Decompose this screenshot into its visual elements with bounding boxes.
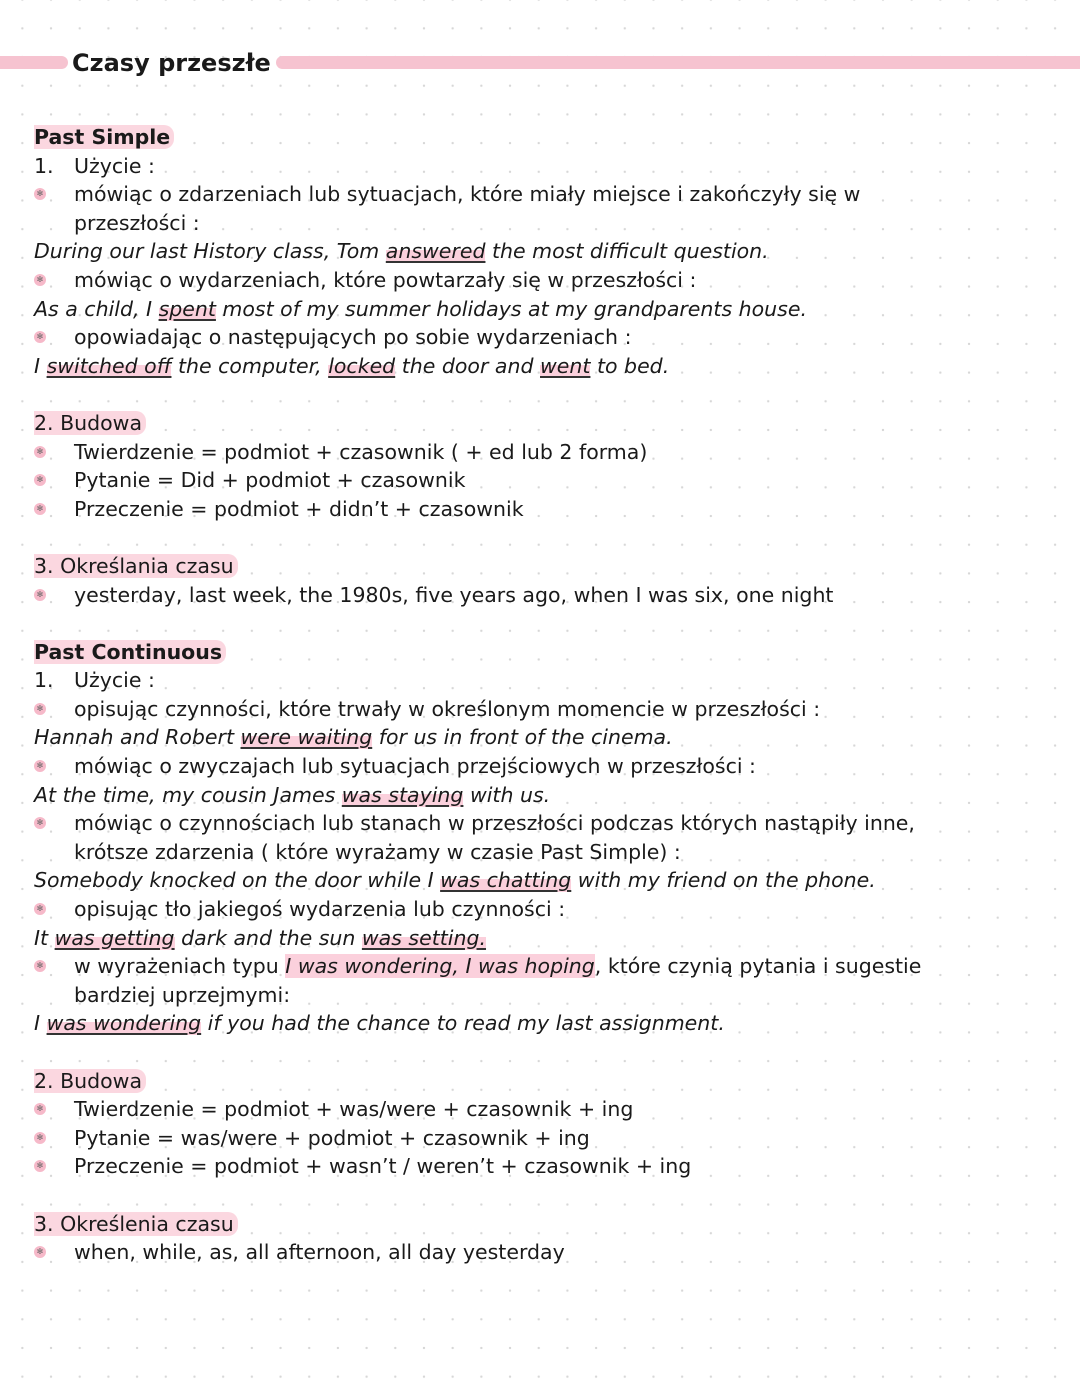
bullet-icon: ✻ xyxy=(34,703,46,715)
pc-example-4: It was getting dark and the sun was setting. xyxy=(34,925,487,950)
pc-usage-2: ✻ mówiąc o zwyczajach lub sytuacjach przejściowych w przeszłości : xyxy=(34,752,1044,781)
bullet-icon: ✻ xyxy=(34,760,46,772)
title-bar xyxy=(0,48,1080,78)
ps-usage-3: ✻ opowiadając o następujących po sobie wydarzeniach : xyxy=(34,323,1044,352)
title-bar-left-stripe xyxy=(0,56,68,69)
pc-usage-5-cont: bardziej uprzejmymi: xyxy=(74,982,291,1007)
pc-structure-3: ✻ Przeczenie = podmiot + wasn’t / weren’t + czasownik + ing xyxy=(34,1152,1044,1181)
bullet-icon: ✻ xyxy=(34,817,46,829)
ps-usage-1-cont: przeszłości : xyxy=(74,210,200,235)
pc-example-1: Hannah and Robert were waiting for us in front of the cinema. xyxy=(34,725,673,750)
pc-usage-5: ✻ w wyrażeniach typu I was wondering, I was hoping, które czynią pytania i sugestie xyxy=(34,952,1044,981)
page-title: Czasy przeszłe xyxy=(72,49,271,77)
bullet-icon: ✻ xyxy=(34,188,46,200)
pc-structure-1: ✻ Twierdzenie = podmiot + was/were + czasownik + ing xyxy=(34,1095,1044,1124)
bullet-icon: ✻ xyxy=(34,903,46,915)
pc-usage-3-cont: krótsze zdarzenia ( które wyrażamy w czasie Past Simple) : xyxy=(74,839,681,864)
title-bar-right-stripe xyxy=(276,56,1080,69)
bullet-icon: ✻ xyxy=(34,1160,46,1172)
ps-example-2: As a child, I spent most of my summer holidays at my grandparents house. xyxy=(34,296,807,321)
past-continuous-heading: Past Continuous xyxy=(34,638,1044,667)
bullet-icon: ✻ xyxy=(34,1246,46,1258)
ps-structure-1: ✻ Twierdzenie = podmiot + czasownik ( + ed lub 2 forma) xyxy=(34,438,1044,467)
bullet-icon: ✻ xyxy=(34,274,46,286)
bullet-icon: ✻ xyxy=(34,331,46,343)
pc-time-label: 3. Określenia czasu xyxy=(34,1210,1044,1239)
pc-usage-4: ✻ opisując tło jakiegoś wydarzenia lub czynności : xyxy=(34,895,1044,924)
pc-example-3: Somebody knocked on the door while I was chatting with my friend on the phone. xyxy=(34,868,876,893)
bullet-icon: ✻ xyxy=(34,446,46,458)
pc-structure-2: ✻ Pytanie = was/were + podmiot + czasownik + ing xyxy=(34,1124,1044,1153)
pc-usage-1: ✻ opisując czynności, które trwały w określonym momencie w przeszłości : xyxy=(34,695,1044,724)
pc-example-2: At the time, my cousin James was staying with us. xyxy=(34,782,551,807)
ps-time-label: 3. Określania czasu xyxy=(34,552,1044,581)
ps-usage-label: 1. Użycie : xyxy=(34,153,155,178)
pc-time-1: ✻ when, while, as, all afternoon, all day yesterday xyxy=(34,1238,1044,1267)
notes-content xyxy=(34,123,1044,1267)
ps-usage-1: ✻ mówiąc o zdarzeniach lub sytuacjach, które miały miejsce i zakończyły się w xyxy=(34,180,1044,209)
bullet-icon: ✻ xyxy=(34,589,46,601)
bullet-icon: ✻ xyxy=(34,474,46,486)
ps-example-1: During our last History class, Tom answered the most difficult question. xyxy=(34,239,769,264)
bullet-icon: ✻ xyxy=(34,1103,46,1115)
bullet-icon: ✻ xyxy=(34,960,46,972)
past-simple-heading: Past Simple xyxy=(34,123,1044,152)
pc-example-5: I was wondering if you had the chance to read my last assignment. xyxy=(34,1011,725,1036)
ps-usage-2: ✻ mówiąc o wydarzeniach, które powtarzały się w przeszłości : xyxy=(34,266,1044,295)
ps-structure-3: ✻ Przeczenie = podmiot + didn’t + czasownik xyxy=(34,495,1044,524)
ps-structure-2: ✻ Pytanie = Did + podmiot + czasownik xyxy=(34,466,1044,495)
pc-structure-label: 2. Budowa xyxy=(34,1067,1044,1096)
pc-usage-label: 1. Użycie : xyxy=(34,668,155,693)
ps-structure-label: 2. Budowa xyxy=(34,409,1044,438)
bullet-icon: ✻ xyxy=(34,1132,46,1144)
bullet-icon: ✻ xyxy=(34,503,46,515)
ps-time-1: ✻ yesterday, last week, the 1980s, five years ago, when I was six, one night xyxy=(34,581,1044,610)
pc-usage-3: ✻ mówiąc o czynnościach lub stanach w przeszłości podczas których nastąpiły inne, xyxy=(34,809,1044,838)
ps-example-3: I switched off the computer, locked the door and went to bed. xyxy=(34,353,670,378)
